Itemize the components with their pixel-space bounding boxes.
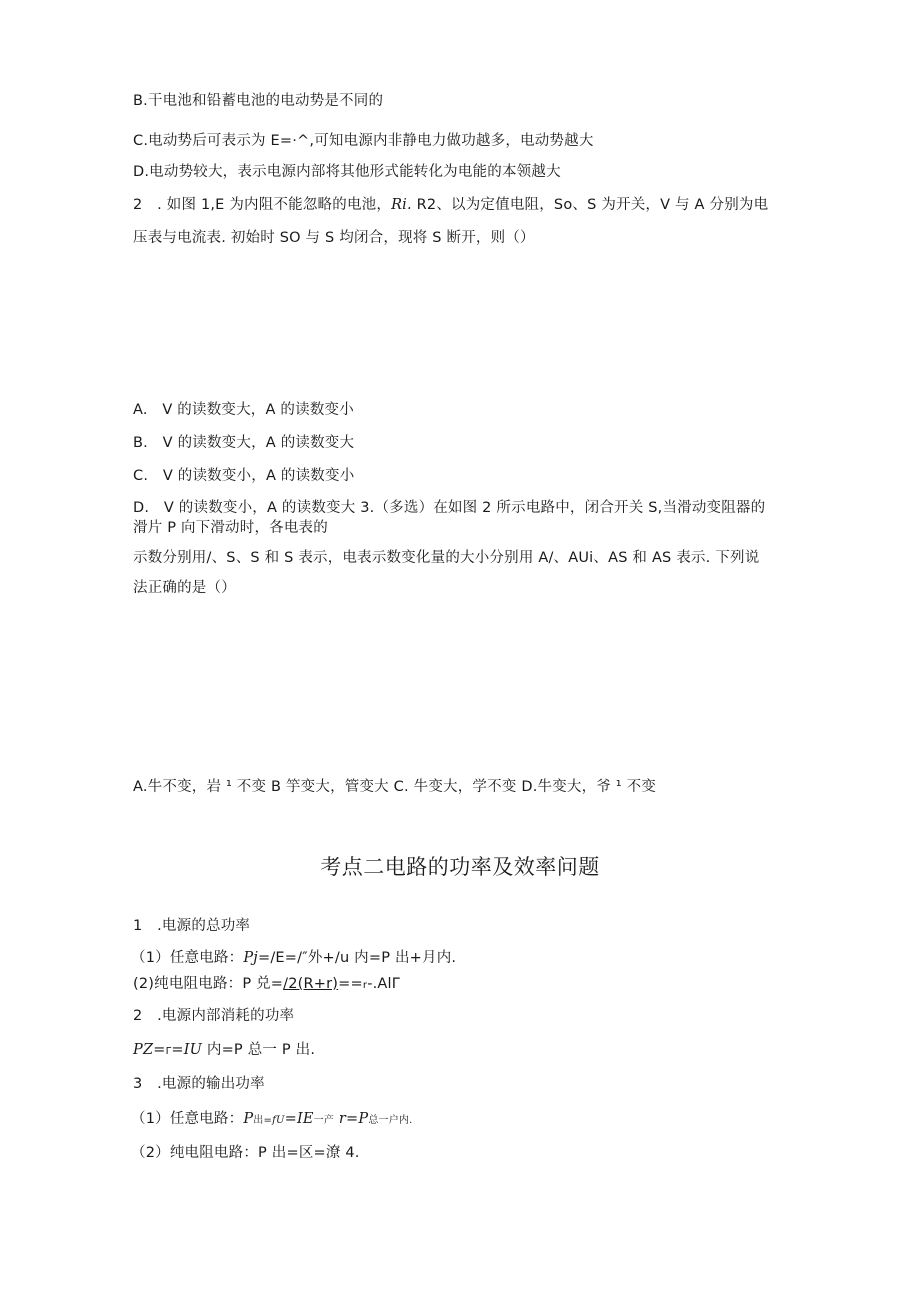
option-d: D.电动势较大，表示电源内部将其他形式能转化为电能的本领越大 (133, 164, 561, 180)
power-item-2-formula (133, 1040, 315, 1062)
power-item-2-formula-sub: Γ (165, 1046, 172, 1057)
power-item-1-sub-2-fraction: /2(R+r) (283, 976, 339, 992)
question-3-line-2: 滑片 P 向下滑动时，各电表的 (133, 520, 328, 536)
question-2-text-b: R2、以为定值电阻，So、S 为开关，V 与 A 分别为电 (411, 197, 769, 213)
power-item-3-sub-1-out: 出= (253, 1115, 273, 1126)
option-c: C.电动势后可表示为 E=·^,可知电源内非静电力做功越多，电动势越大 (133, 133, 594, 149)
question-2-option-a: A. V 的读数变大，A 的读数变小 (133, 402, 354, 418)
question-3-options: A.牛不变，岩 ¹ 不变 B 竽变大，管变大 C. 牛变大，学不变 D.牛变大，爷 ¹ 不变 (133, 779, 657, 795)
power-item-3-sub-1 (131, 1109, 413, 1131)
power-item-1-sub-2-tail: -.AlΓ (367, 976, 401, 992)
question-2-line-1 (133, 195, 768, 215)
question-2-resistor-ri: Ri. (391, 197, 412, 213)
power-item-3-sub-1-p: P (243, 1111, 254, 1127)
question-3-line-4: 法正确的是（） (133, 580, 236, 596)
question-2-option-d-question-3: D. V 的读数变小，A 的读数变大 3.（多选）在如图 2 所示电路中，闭合开关 S,当滑动变阻器的 (133, 500, 766, 516)
power-item-2-formula-pz: PZ= (133, 1042, 166, 1058)
power-item-1-sub-2 (133, 974, 400, 996)
power-item-1-sub-1-symbol: Pj (243, 950, 258, 966)
power-item-1-sub-2-label: (2)纯电阻电路：P 兑= (133, 976, 284, 992)
power-item-1-sub-1 (131, 948, 456, 968)
power-item-3-sub-1-fu: fU (272, 1115, 285, 1126)
power-item-1-sub-1-formula: =/E=/″外+/u 内=P 出+月内. (257, 950, 457, 966)
power-item-3-sub-1-rp: r=P (334, 1111, 369, 1127)
power-item-3-sub-1-label: （1）任意电路： (131, 1111, 244, 1127)
power-item-3-sub-1-tail: 总一户内. (368, 1115, 413, 1126)
question-2-option-c: C. V 的读数变小，A 的读数变小 (133, 468, 355, 484)
power-item-1: 1 .电源的总功率 (133, 918, 251, 934)
question-2-option-b: B. V 的读数变大，A 的读数变大 (133, 435, 355, 451)
question-3-line-3: 示数分别用/、S、S 和 S 表示，电表示数变化量的大小分别用 A/、AUi、AS 和 AS 表示. 下列说 (133, 550, 760, 566)
power-item-3-sub-1-minus: 一产 (313, 1115, 335, 1126)
power-item-1-sub-1-label: （1）任意电路： (131, 950, 244, 966)
power-item-2-formula-tail: 内=P 总一 P 出. (202, 1042, 316, 1058)
power-item-3: 3 .电源的输出功率 (133, 1076, 265, 1092)
power-item-2-formula-iu: =IU (171, 1042, 203, 1058)
power-item-3-sub-1-ie: =IE (284, 1111, 314, 1127)
section-title: 考点二电路的功率及效率问题 (320, 855, 600, 879)
option-b: B.干电池和铅蓄电池的电动势是不同的 (133, 93, 384, 109)
question-2-text-a: 2 . 如图 1,E 为内阻不能忽略的电池， (133, 197, 392, 213)
power-item-1-sub-2-equals: == (338, 976, 363, 992)
power-item-1-sub-2-subscript: r (362, 980, 368, 991)
power-item-3-sub-2: （2）纯电阻电路：P 出=区=潦 4. (131, 1145, 360, 1161)
question-2-line-2: 压表与电流表. 初始时 SO 与 S 均闭合，现将 S 断开，则（） (133, 230, 535, 246)
power-item-2: 2 .电源内部消耗的功率 (133, 1008, 295, 1024)
